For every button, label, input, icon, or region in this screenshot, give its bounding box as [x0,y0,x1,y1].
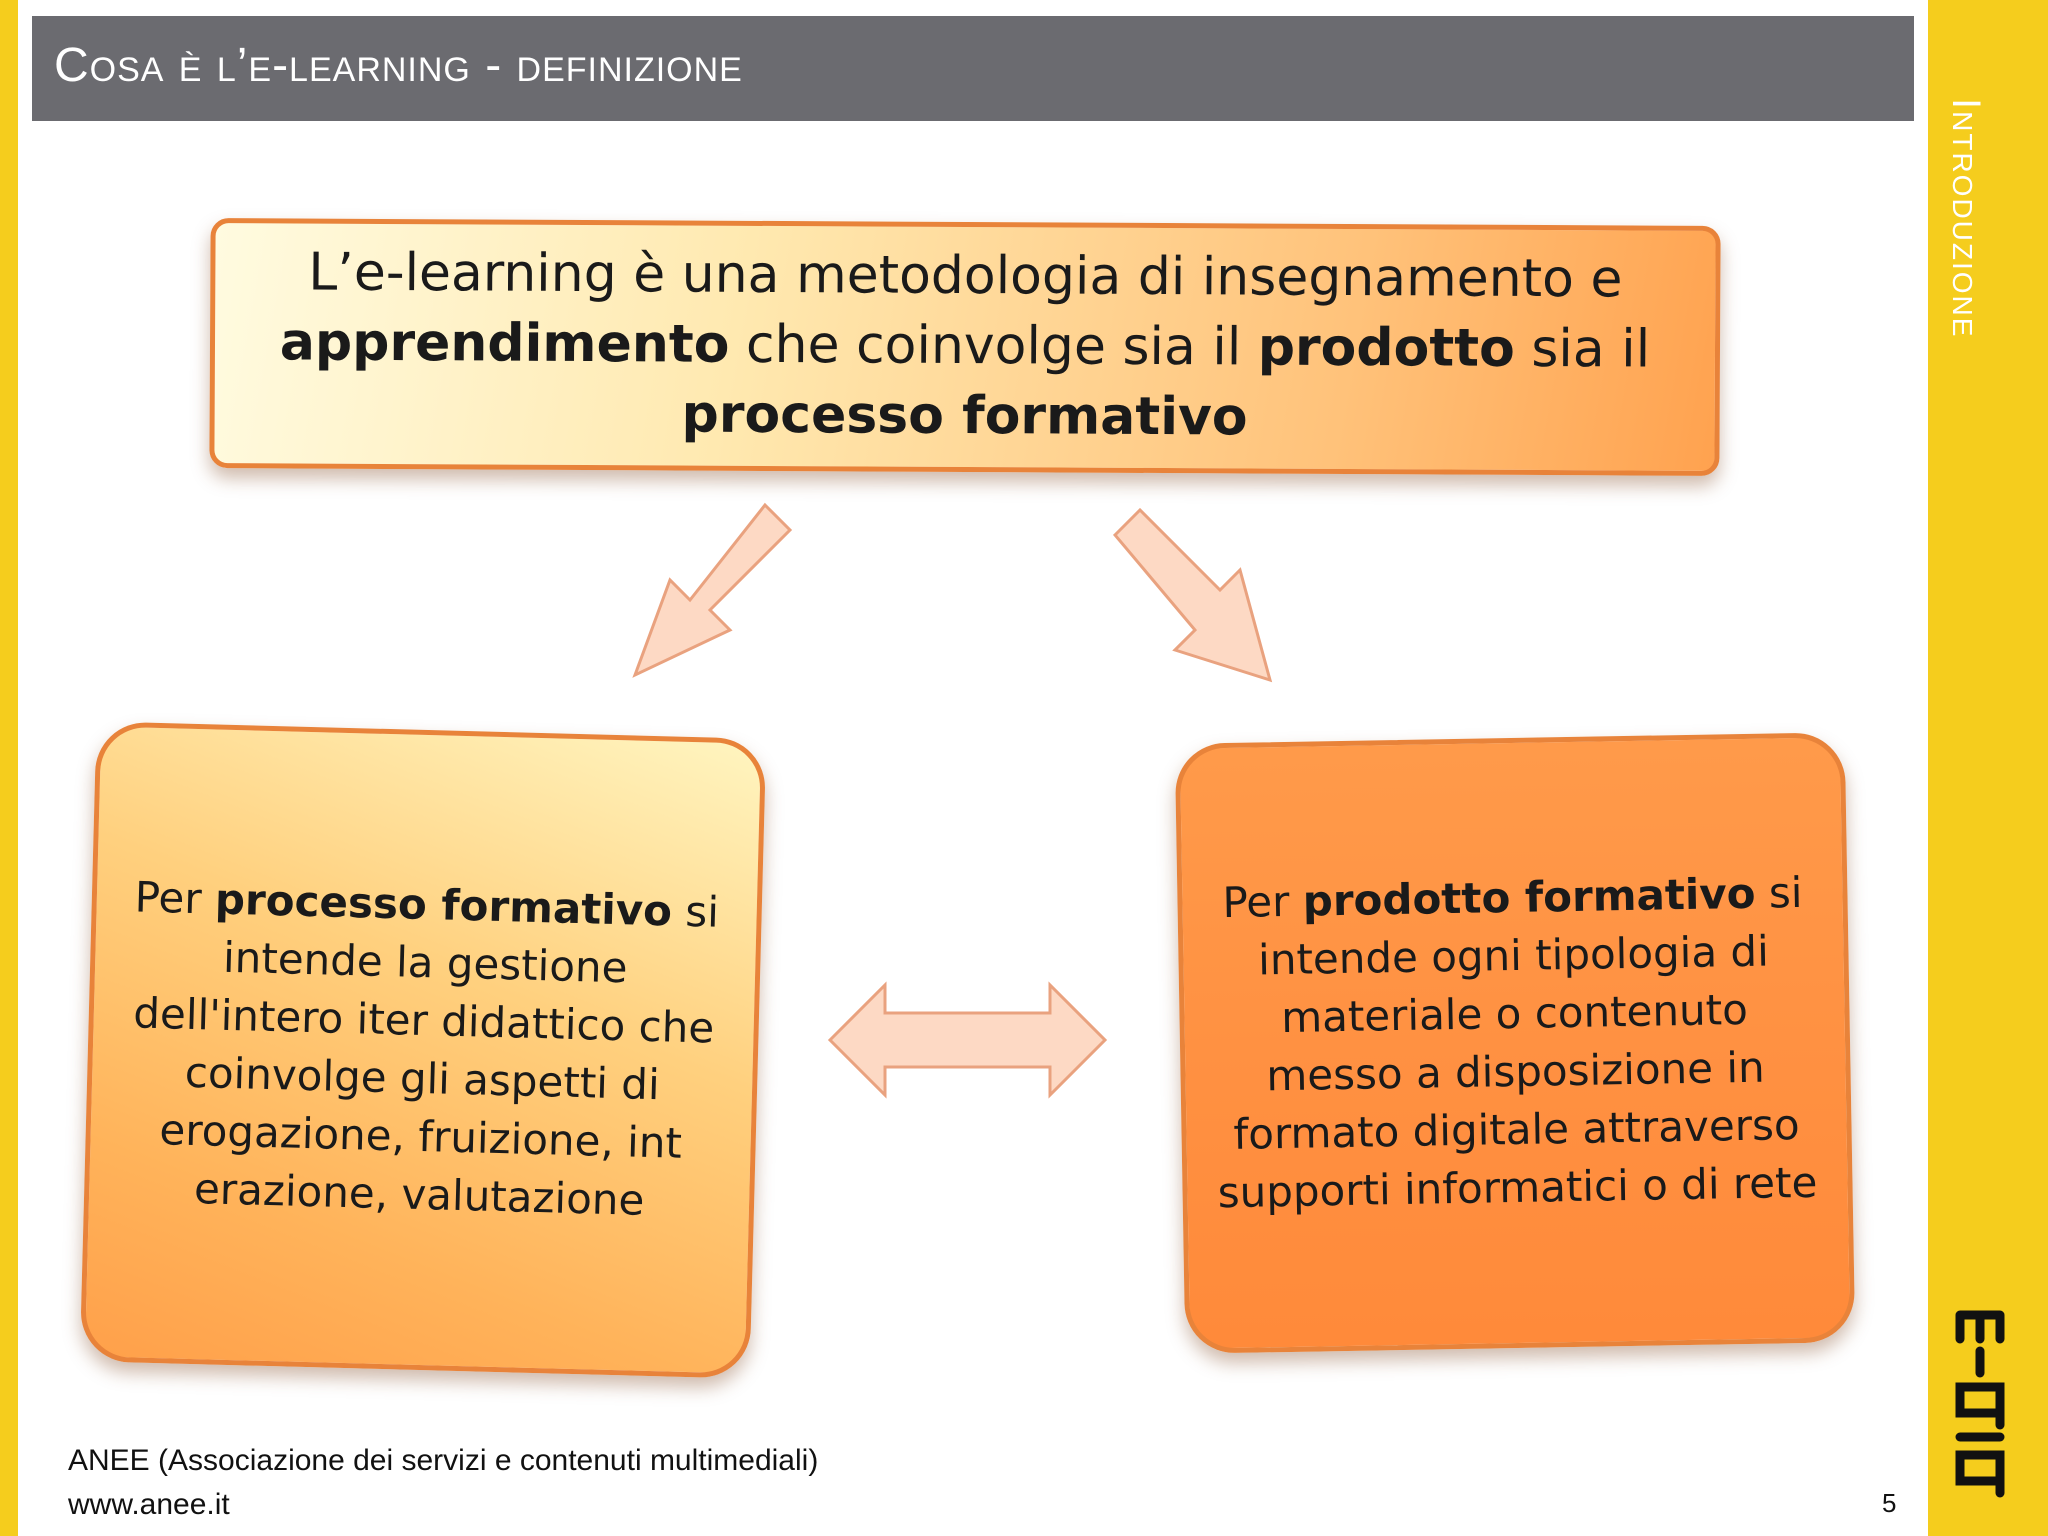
process-box [80,721,767,1378]
definition-line-3 [244,377,1684,455]
definition-text-mid: che coinvolge sia il [729,314,1258,378]
definition-bold-processo: processo formativo [681,384,1248,448]
page-number: 5 [1882,1488,1897,1518]
definition-text-end: sia il [1514,318,1651,380]
footer-source: ANEE (Associazione dei servizi e contenuti multimediali) [68,1444,819,1477]
brand-logo [1952,1295,2012,1520]
product-rest: si intende ogni tipologia di materiale o contenuto messo a disposizione in formato digitale attraverso supporti informatici o di rete [1217,867,1818,1218]
process-rest: si intende la gestione dell'intero iter didattico che coinvolge gli aspetti di erogazione, fruizione, int erazione, valutazione [132,886,720,1225]
definition-line-2 [245,307,1685,385]
definition-line-1: L’e-learning è una metodologia di insegnamento e [308,242,1623,310]
product-prefix: Per [1222,876,1304,928]
product-box [1175,732,1856,1354]
process-prefix: Per [134,872,216,924]
definition-bold-prodotto: prodotto [1257,317,1515,379]
section-label: Introduzione [1944,98,1988,339]
product-text [1212,864,1818,1222]
process-text [119,868,728,1232]
title-bar [32,16,1914,121]
product-bold: prodotto formativo [1302,868,1756,926]
arrow-down-left-icon [615,505,795,685]
left-accent-bar [0,0,18,1536]
double-arrow-icon [830,985,1105,1095]
footer-url-link[interactable]: www.anee.it [68,1488,230,1521]
slide-title: Cosa è l’e-learning - definizione [54,39,743,92]
process-bold: processo formativo [214,874,673,936]
definition-box [209,218,1720,476]
arrow-down-right-icon [1115,510,1295,690]
definition-bold-apprendimento: apprendimento [279,312,730,375]
